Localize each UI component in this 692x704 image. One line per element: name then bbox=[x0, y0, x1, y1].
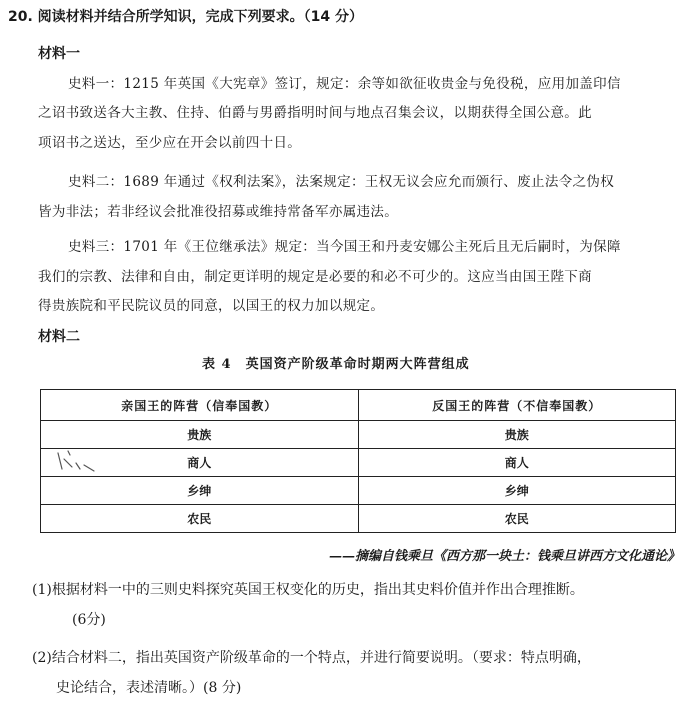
table-cell: 农民 bbox=[358, 505, 676, 533]
table-row bbox=[41, 421, 676, 449]
table-cell: 贵族 bbox=[41, 421, 359, 449]
table-cell: 农民 bbox=[41, 505, 359, 533]
source-two-line-1: 史料二：1689 年通过《权利法案》，法案规定：王权无议会应允而颁行、废止法令之伪权 bbox=[68, 174, 615, 190]
source-one-line-1: 史料一：1215 年英国《大宪章》签订，规定：余等如欲征收贵金与免役税，应用加盖印信 bbox=[68, 76, 621, 92]
table-caption: 表 4 英国资产阶级革命时期两大阵营组成 bbox=[202, 357, 470, 372]
source-one-line-2: 之诏书致送各大主教、住持、伯爵与男爵指明时间与地点召集会议，以期获得全国公意。此 bbox=[38, 105, 592, 121]
source-two-line-2: 皆为非法；若非经议会批准役招募或维持常备军亦属违法。 bbox=[38, 204, 399, 220]
question-two-line-1: (2)结合材料二，指出英国资产阶级革命的一个特点，并进行简要说明。（要求：特点明确， bbox=[32, 650, 591, 666]
question-one-line-1: (1)根据材料一中的三则史料探究英国王权变化的历史，指出其史料价值并作出合理推断。 bbox=[32, 582, 584, 598]
table-cell: 乡绅 bbox=[358, 477, 676, 505]
table-cell: 乡绅 bbox=[41, 477, 359, 505]
source-one-line-3: 项诏书之送达，至少应在开会以前四十日。 bbox=[38, 135, 302, 151]
question-header: 20. 阅读材料并结合所学知识，完成下列要求。（14 分） bbox=[8, 9, 364, 25]
table-source: ——摘编自钱乘旦《西方那一块土：钱乘旦讲西方文化通论》 bbox=[328, 549, 680, 564]
pencil-scribble-mark bbox=[54, 447, 104, 477]
material-two-label: 材料二 bbox=[38, 329, 80, 345]
source-three-line-2: 我们的宗教、法律和自由，制定更详明的规定是必要的和必不可少的。这应当由国王陛下商 bbox=[38, 269, 592, 285]
camp-table bbox=[40, 389, 676, 533]
table-header-row bbox=[41, 390, 676, 421]
question-two-line-2: 史论结合，表述清晰。）(8 分) bbox=[56, 680, 242, 696]
table-row bbox=[41, 505, 676, 533]
table-cell: 贵族 bbox=[358, 421, 676, 449]
header-pro-king: 亲国王的阵营（信奉国教） bbox=[41, 390, 359, 421]
header-anti-king: 反国王的阵营（不信奉国教） bbox=[358, 390, 676, 421]
table-cell: 商人 bbox=[41, 449, 359, 477]
table-row bbox=[41, 449, 676, 477]
source-three-line-3: 得贵族院和平民院议员的同意，以国王的权力加以规定。 bbox=[38, 298, 385, 314]
table-cell: 商人 bbox=[358, 449, 676, 477]
material-one-label: 材料一 bbox=[38, 46, 80, 62]
table-row bbox=[41, 477, 676, 505]
source-three-line-1: 史料三：1701 年《王位继承法》规定：当今国王和丹麦安娜公主死后且无后嗣时，为保障 bbox=[68, 239, 621, 255]
question-one-line-2: (6分) bbox=[72, 612, 106, 628]
